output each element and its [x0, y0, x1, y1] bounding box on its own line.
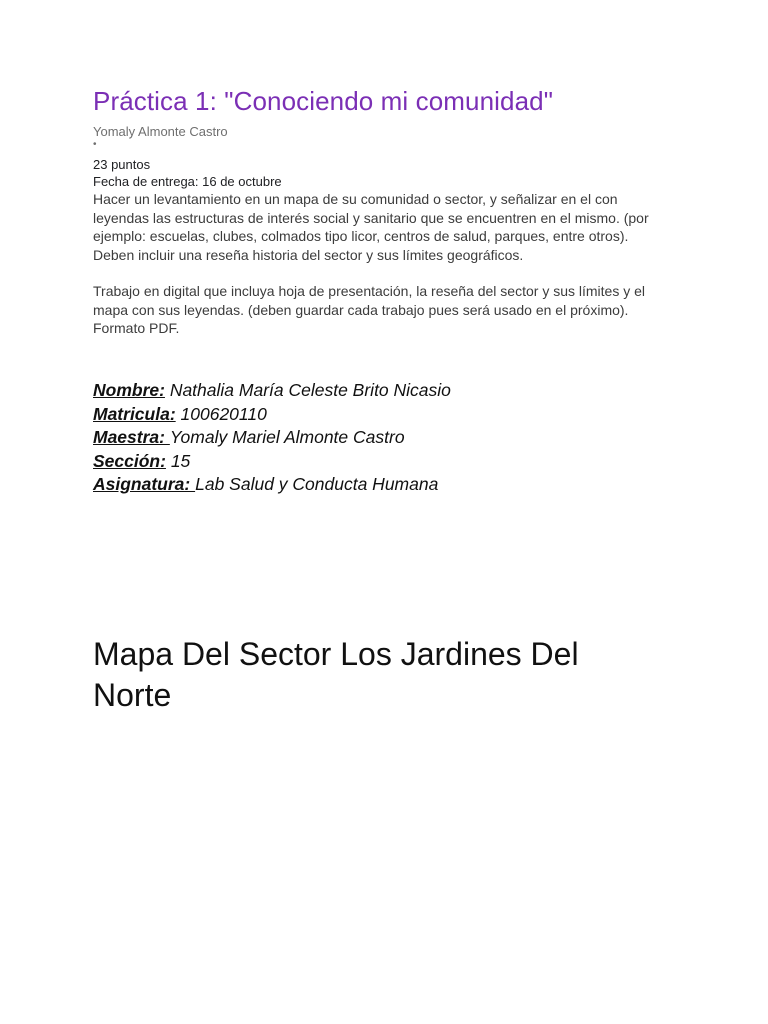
student-info-value: 100620110 [175, 403, 267, 424]
map-section-heading: Mapa Del Sector Los Jardines Del Norte [93, 636, 579, 713]
student-info-value: Nathalia María Celeste Brito Nicasio [164, 380, 451, 400]
student-info-row-asignatura [93, 473, 451, 497]
student-info-label: Matricula: [93, 403, 176, 424]
student-info-row-maestra [93, 426, 451, 450]
bullet-dot: • [93, 139, 97, 150]
student-info-value: 15 [165, 450, 191, 471]
instructions-paragraph: Trabajo en digital que incluya hoja de presentación, la reseña del sector y sus límites y el mapa con sus leyendas. (deben guardar cada trabajo pues será usado en el próximo). Formato PDF. [93, 283, 646, 336]
student-info-block [93, 379, 451, 497]
student-info-label: Asignatura: [93, 474, 196, 495]
student-info-row-seccion [93, 450, 451, 474]
assignment-due-date: Fecha de entrega: 16 de octubre [93, 174, 282, 189]
student-info-value: Yomaly Mariel Almonte Castro [169, 427, 405, 448]
student-info-label: Maestra: [93, 427, 170, 448]
assignment-author: Yomaly Almonte Castro [93, 124, 228, 139]
student-info-row-nombre [93, 379, 451, 403]
student-info-label: Sección: [93, 450, 166, 471]
student-info-row-matricula [93, 403, 451, 427]
student-info-value: Lab Salud y Conducta Humana [195, 474, 439, 495]
assignment-instructions [93, 190, 663, 356]
instructions-paragraph: Hacer un levantamiento en un mapa de su comunidad o sector, y señalizar en el con leyendas las estructuras de interés social y sanitario que se encuentren en el mismo. (por ejemplo: escuelas, clubes, colmados tipo licor, centros de salud, parques, entre otros). Deben incluir una reseña historia del sector y sus límites geográficos. [93, 191, 649, 263]
assignment-title: Práctica 1: "Conociendo mi comunidad" [93, 86, 554, 116]
assignment-points: 23 puntos [93, 157, 151, 172]
student-info-label: Nombre: [93, 380, 165, 400]
